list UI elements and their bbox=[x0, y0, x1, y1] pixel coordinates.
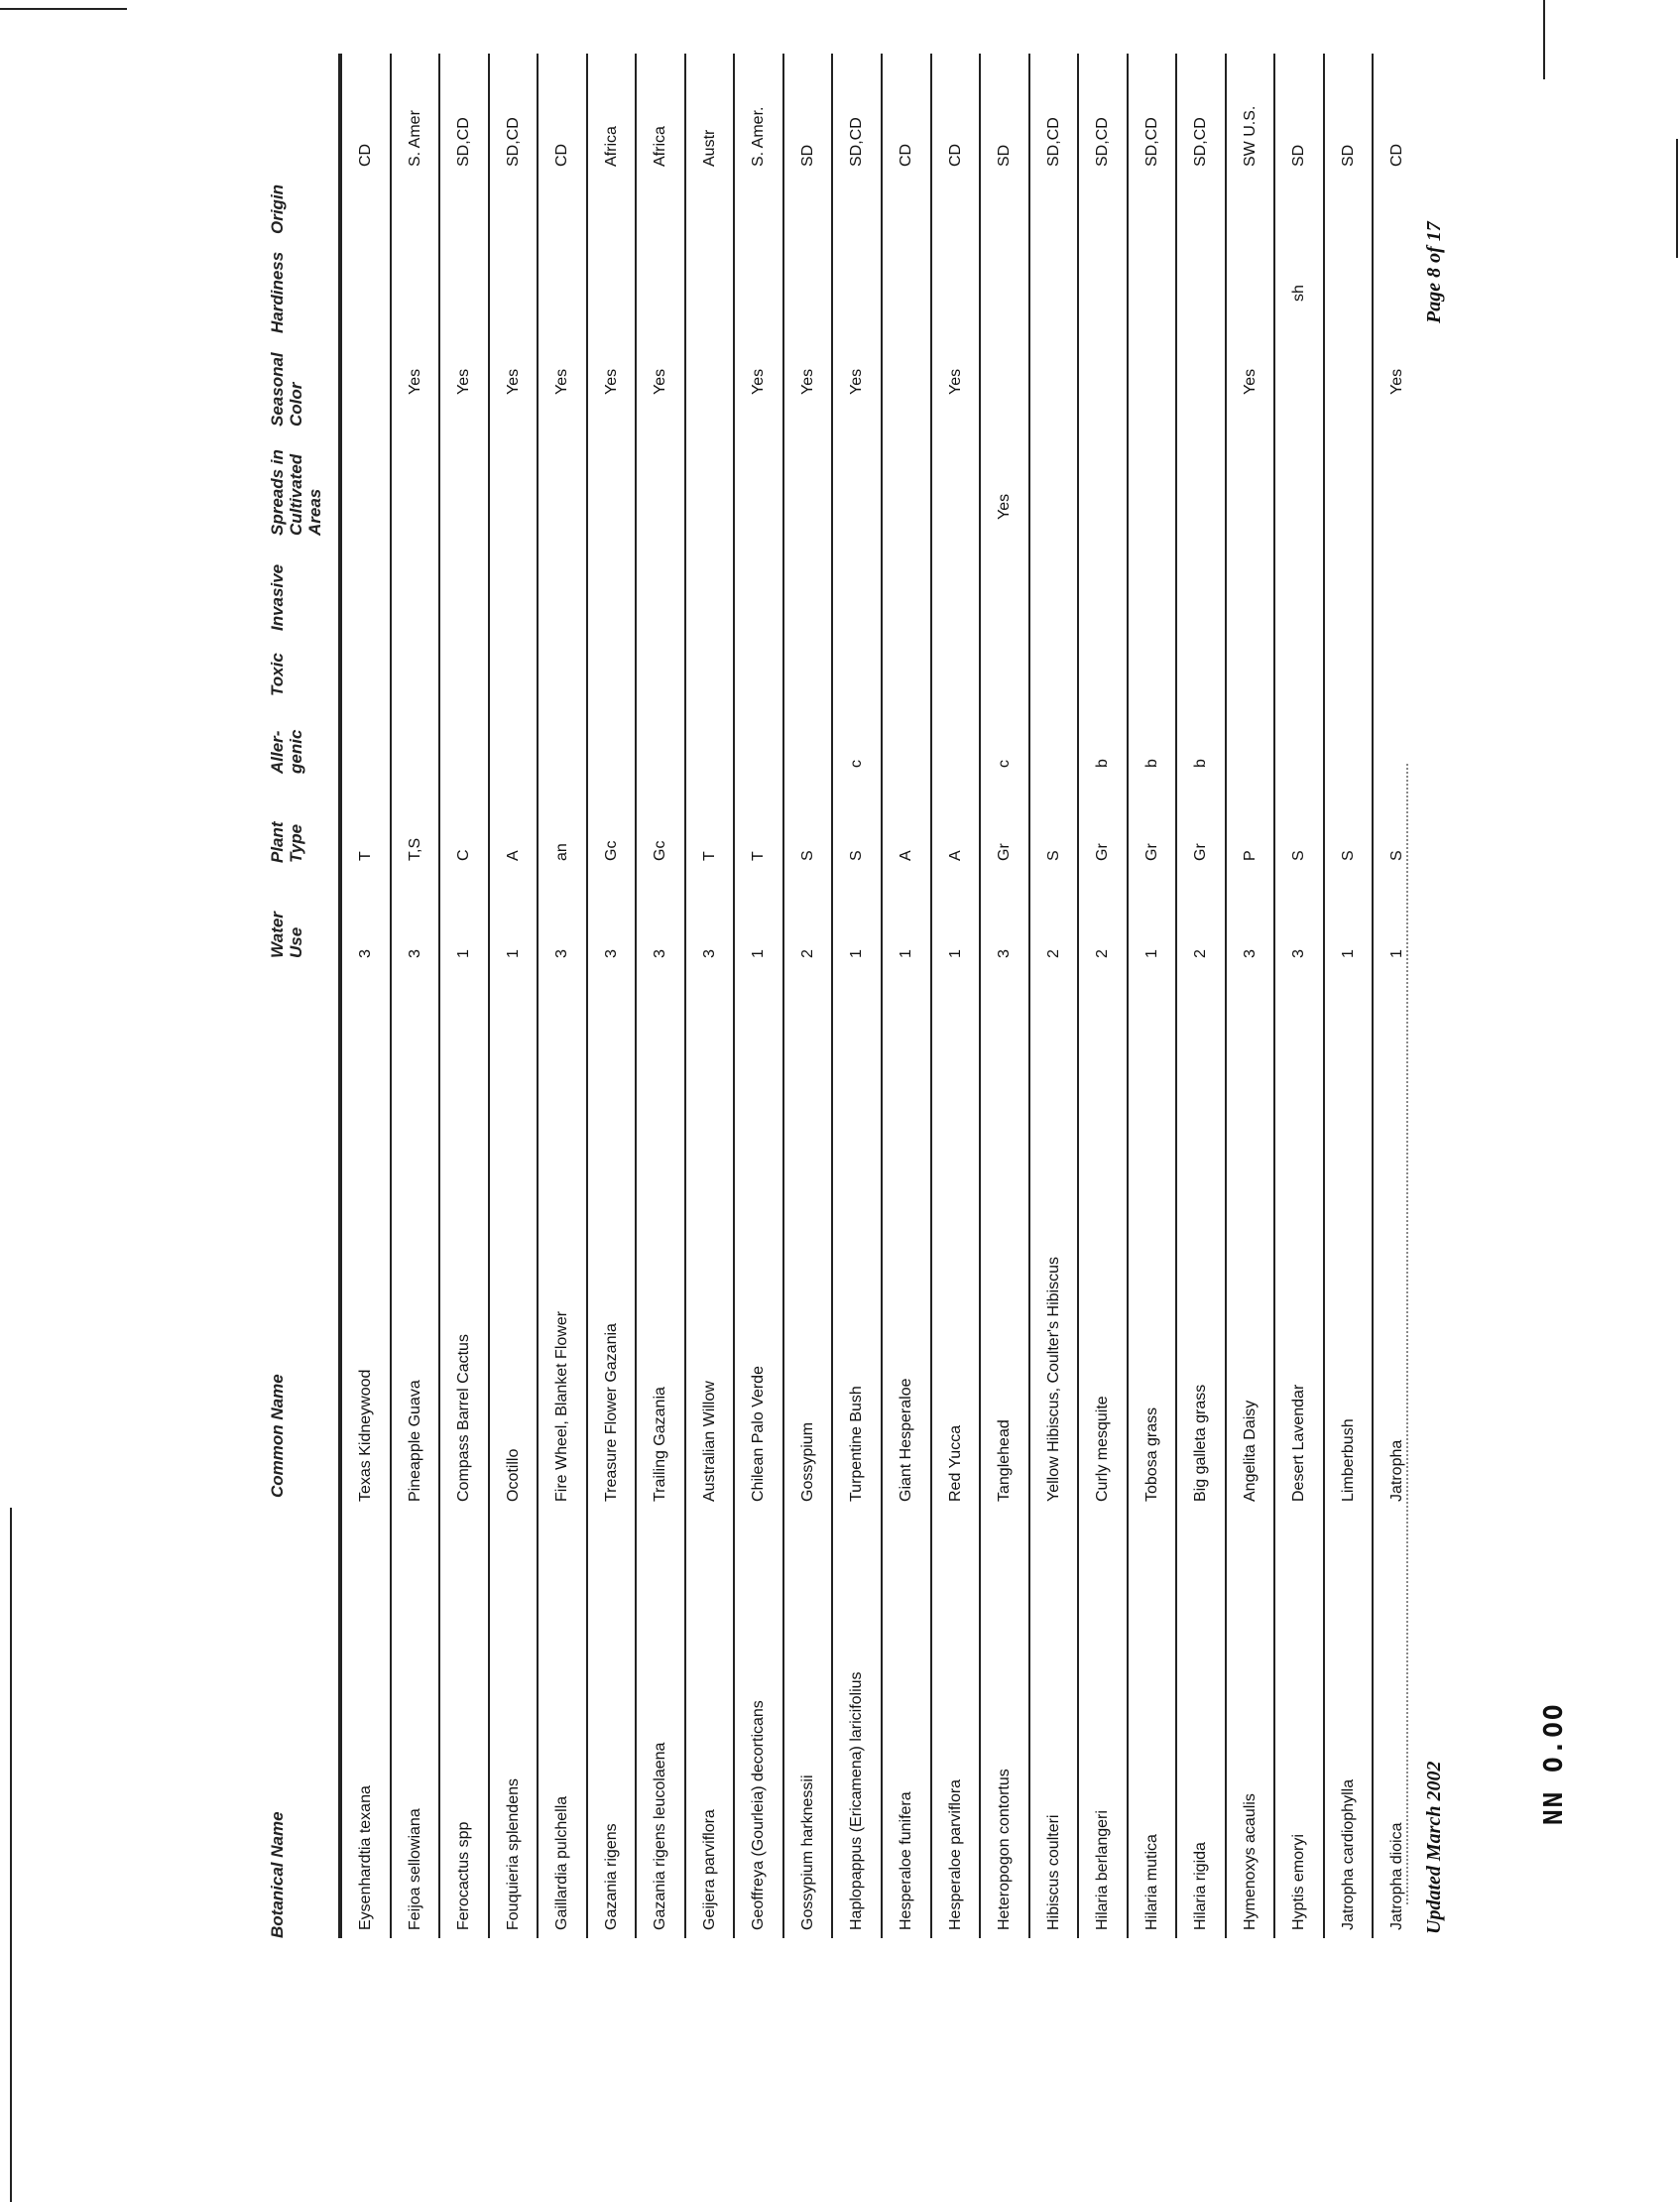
seasonal-color-cell: Yes bbox=[406, 368, 423, 395]
common-name-cell: Gossypium bbox=[798, 1421, 816, 1502]
origin-cell: SD,CD bbox=[455, 117, 473, 167]
botanical-name-cell: Hymenoxys acaulis bbox=[1241, 1793, 1259, 1930]
common-name-cell: Texas Kidneywood bbox=[357, 1369, 374, 1502]
header-allergenic: Aller- genic bbox=[268, 729, 305, 774]
common-name-cell: Pineapple Guava bbox=[406, 1380, 423, 1502]
botanical-name-cell: Ferocactus spp bbox=[455, 1821, 473, 1930]
plant-type-cell: Gc bbox=[602, 840, 620, 861]
header-seasonal-color: Seasonal Color bbox=[268, 352, 305, 427]
plant-type-cell: S bbox=[798, 850, 816, 861]
plant-type-cell: Gr bbox=[1094, 843, 1112, 861]
table-row bbox=[390, 54, 441, 1938]
allergenic-cell: b bbox=[1094, 759, 1112, 768]
common-name-cell: Desert Lavendar bbox=[1290, 1384, 1308, 1502]
common-name-cell: Treasure Flower Gazania bbox=[602, 1323, 620, 1502]
header-spreads: Spreads in Cultivated Areas bbox=[268, 449, 324, 536]
origin-cell: SD bbox=[798, 144, 816, 167]
botanical-name-cell: Hesperaloe parviflora bbox=[946, 1778, 964, 1930]
table-row bbox=[635, 54, 686, 1938]
water-use-cell: 2 bbox=[798, 949, 816, 958]
common-name-cell: Fire Wheel, Blanket Flower bbox=[553, 1310, 571, 1502]
header-hardiness: Hardiness bbox=[268, 251, 287, 333]
table-header bbox=[0, 0, 324, 2202]
origin-cell: SD,CD bbox=[1094, 117, 1112, 167]
seasonal-color-cell: Yes bbox=[750, 368, 768, 395]
plant-type-cell: Gc bbox=[652, 840, 669, 861]
allergenic-cell: c bbox=[996, 760, 1014, 768]
allergenic-cell: b bbox=[1142, 759, 1160, 768]
botanical-name-cell: Gazania rigens leucolaena bbox=[652, 1742, 669, 1930]
origin-cell: Africa bbox=[602, 126, 620, 167]
common-name-cell: Tobosa grass bbox=[1142, 1407, 1160, 1502]
common-name-cell: Yellow Hibiscus, Coulter's Hibiscus bbox=[1044, 1257, 1062, 1502]
plant-type-cell: Gr bbox=[996, 843, 1014, 861]
seasonal-color-cell: Yes bbox=[946, 368, 964, 395]
origin-cell: CD bbox=[946, 143, 964, 167]
table-row bbox=[340, 54, 392, 1938]
common-name-cell: Ocotillo bbox=[504, 1448, 522, 1502]
plant-type-cell: Gr bbox=[1192, 843, 1210, 861]
header-plant-type: Plant Type bbox=[268, 821, 305, 863]
water-use-cell: 3 bbox=[406, 949, 423, 958]
header-water-use: Water Use bbox=[268, 912, 305, 958]
hardiness-cell: sh bbox=[1290, 285, 1308, 302]
seasonal-color-cell: Yes bbox=[455, 368, 473, 395]
plant-type-cell: T bbox=[700, 851, 718, 861]
common-name-cell: Red Yucca bbox=[946, 1424, 964, 1502]
seasonal-color-cell: Yes bbox=[553, 368, 571, 395]
water-use-cell: 1 bbox=[1388, 949, 1406, 958]
table-row bbox=[930, 54, 982, 1938]
water-use-cell: 3 bbox=[1241, 949, 1259, 958]
updated-date: Updated March 2002 bbox=[1423, 1761, 1445, 1934]
botanical-name-cell: Gossypium harknessii bbox=[798, 1774, 816, 1930]
origin-cell: SD,CD bbox=[504, 117, 522, 167]
plant-table bbox=[338, 54, 1421, 1938]
origin-cell: SD,CD bbox=[1142, 117, 1160, 167]
water-use-cell: 3 bbox=[700, 949, 718, 958]
origin-cell: CD bbox=[898, 143, 914, 167]
origin-cell: Austr bbox=[700, 129, 718, 167]
header-common-name: Common Name bbox=[268, 1374, 287, 1498]
botanical-name-cell: Hibiscus coulteri bbox=[1044, 1814, 1062, 1930]
botanical-name-cell: Geijera parviflora bbox=[700, 1809, 718, 1930]
table-row bbox=[684, 54, 736, 1938]
common-name-cell: Limberbush bbox=[1339, 1418, 1357, 1502]
common-name-cell: Tanglehead bbox=[996, 1419, 1014, 1502]
botanical-name-cell: Haplopappus (Ericamena) laricifolius bbox=[848, 1671, 866, 1930]
water-use-cell: 3 bbox=[652, 949, 669, 958]
table-row bbox=[488, 54, 540, 1938]
origin-cell: SW U.S. bbox=[1241, 105, 1259, 167]
common-name-cell: Giant Hesperaloe bbox=[898, 1378, 914, 1502]
botanical-name-cell: Gazania rigens bbox=[602, 1823, 620, 1930]
table-row bbox=[1127, 54, 1178, 1938]
plant-type-cell: T bbox=[750, 851, 768, 861]
water-use-cell: 2 bbox=[1044, 949, 1062, 958]
water-use-cell: 1 bbox=[898, 949, 914, 958]
origin-cell: SD bbox=[996, 144, 1014, 167]
plant-type-cell: A bbox=[946, 850, 964, 861]
allergenic-cell: c bbox=[848, 760, 866, 768]
botanical-name-cell: Jatropha dioica bbox=[1388, 1822, 1406, 1930]
allergenic-cell: b bbox=[1192, 759, 1210, 768]
plant-type-cell: A bbox=[504, 850, 522, 861]
table-row bbox=[1225, 54, 1276, 1938]
water-use-cell: 1 bbox=[946, 949, 964, 958]
seasonal-color-cell: Yes bbox=[652, 368, 669, 395]
table-row bbox=[1077, 54, 1129, 1938]
table-row bbox=[831, 54, 883, 1938]
plant-type-cell: P bbox=[1241, 850, 1259, 861]
plant-type-cell: C bbox=[455, 849, 473, 861]
origin-cell: CD bbox=[1388, 143, 1406, 167]
botanical-name-cell: Hilaria berlangeri bbox=[1094, 1810, 1112, 1930]
seasonal-color-cell: Yes bbox=[848, 368, 866, 395]
seasonal-color-cell: Yes bbox=[1241, 368, 1259, 395]
common-name-cell: Compass Barrel Cactus bbox=[455, 1334, 473, 1502]
table-row bbox=[979, 54, 1030, 1938]
table-row bbox=[1372, 54, 1423, 1938]
seasonal-color-cell: Yes bbox=[798, 368, 816, 395]
water-use-cell: 2 bbox=[1192, 949, 1210, 958]
plant-type-cell: T bbox=[357, 851, 374, 861]
common-name-cell: Jatropha bbox=[1388, 1439, 1406, 1502]
common-name-cell: Curly mesquite bbox=[1094, 1396, 1112, 1502]
plant-type-cell: an bbox=[553, 843, 571, 861]
origin-cell: SD,CD bbox=[848, 117, 866, 167]
origin-cell: SD bbox=[1339, 144, 1357, 167]
plant-type-cell: S bbox=[1290, 850, 1308, 861]
header-botanical-name: Botanical Name bbox=[268, 1811, 287, 1938]
table-row bbox=[1028, 54, 1080, 1938]
origin-cell: S. Amer bbox=[406, 110, 423, 167]
origin-cell: SD bbox=[1290, 144, 1308, 167]
table-row bbox=[1323, 54, 1375, 1938]
seasonal-color-cell: Yes bbox=[1388, 368, 1406, 395]
botanical-name-cell: Hilaria rigida bbox=[1192, 1842, 1210, 1930]
water-use-cell: 3 bbox=[602, 949, 620, 958]
table-row bbox=[733, 54, 784, 1938]
table-row bbox=[537, 54, 588, 1938]
origin-cell: Africa bbox=[652, 126, 669, 167]
origin-cell: CD bbox=[553, 143, 571, 167]
botanical-name-cell: Eysenhardtia texana bbox=[357, 1785, 374, 1930]
table-row bbox=[881, 54, 932, 1938]
plant-type-cell: T,S bbox=[406, 837, 423, 861]
common-name-cell: Australian Willow bbox=[700, 1381, 718, 1502]
water-use-cell: 1 bbox=[750, 949, 768, 958]
water-use-cell: 3 bbox=[553, 949, 571, 958]
page-number: Page 8 of 17 bbox=[1423, 221, 1445, 323]
common-name-cell: Angelita Daisy bbox=[1241, 1400, 1259, 1502]
table-row bbox=[1175, 54, 1227, 1938]
botanical-name-cell: Hyptis emoryi bbox=[1290, 1834, 1308, 1930]
botanical-name-cell: Gaillardia pulchella bbox=[553, 1795, 571, 1930]
botanical-name-cell: Hilaria mutica bbox=[1142, 1834, 1160, 1930]
common-name-cell: Big galleta grass bbox=[1192, 1384, 1210, 1502]
origin-cell: CD bbox=[357, 143, 374, 167]
water-use-cell: 3 bbox=[357, 949, 374, 958]
plant-type-cell: S bbox=[1388, 850, 1406, 861]
botanical-name-cell: Feijoa sellowiana bbox=[406, 1808, 423, 1930]
scan-stamp: NN O.OO bbox=[1539, 1702, 1569, 1825]
plant-type-cell: Gr bbox=[1142, 843, 1160, 861]
table-row bbox=[782, 54, 834, 1938]
water-use-cell: 1 bbox=[1142, 949, 1160, 958]
plant-type-cell: S bbox=[1044, 850, 1062, 861]
header-origin: Origin bbox=[268, 184, 287, 234]
water-use-cell: 1 bbox=[848, 949, 866, 958]
header-invasive: Invasive bbox=[268, 563, 287, 631]
header-toxic: Toxic bbox=[268, 653, 287, 696]
seasonal-color-cell: Yes bbox=[504, 368, 522, 395]
botanical-name-cell: Heteropogon contortus bbox=[996, 1769, 1014, 1930]
water-use-cell: 3 bbox=[996, 949, 1014, 958]
table-row bbox=[438, 54, 490, 1938]
origin-cell: SD,CD bbox=[1192, 117, 1210, 167]
plant-type-cell: S bbox=[848, 850, 866, 861]
plant-type-cell: S bbox=[1339, 850, 1357, 861]
water-use-cell: 2 bbox=[1094, 949, 1112, 958]
water-use-cell: 1 bbox=[1339, 949, 1357, 958]
seasonal-color-cell: Yes bbox=[602, 368, 620, 395]
water-use-cell: 1 bbox=[455, 949, 473, 958]
common-name-cell: Trailing Gazania bbox=[652, 1387, 669, 1502]
common-name-cell: Turpentine Bush bbox=[848, 1386, 866, 1502]
common-name-cell: Chilean Palo Verde bbox=[750, 1366, 768, 1502]
spreads-cell: Yes bbox=[996, 493, 1014, 520]
water-use-cell: 3 bbox=[1290, 949, 1308, 958]
botanical-name-cell: Jatropha cardiophylla bbox=[1339, 1778, 1357, 1930]
scan-dots bbox=[1406, 764, 1410, 1904]
botanical-name-cell: Fouquieria splendens bbox=[504, 1778, 522, 1930]
origin-cell: S. Amer. bbox=[750, 106, 768, 167]
table-row bbox=[586, 54, 638, 1938]
botanical-name-cell: Geoffreya (Gourleia) decorticans bbox=[750, 1700, 768, 1930]
origin-cell: SD,CD bbox=[1044, 117, 1062, 167]
water-use-cell: 1 bbox=[504, 949, 522, 958]
plant-type-cell: A bbox=[898, 850, 914, 861]
table-row bbox=[1273, 54, 1325, 1938]
botanical-name-cell: Hesperaloe funifera bbox=[898, 1791, 914, 1930]
